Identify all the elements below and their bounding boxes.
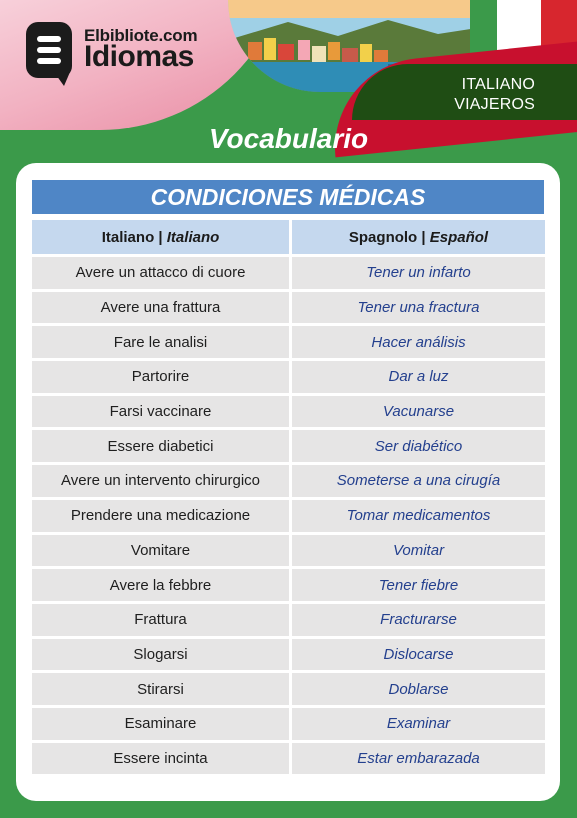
spanish-term: Dar a luz — [292, 361, 545, 393]
spanish-term: Vomitar — [292, 535, 545, 567]
italian-term: Vomitare — [32, 535, 292, 567]
table-row — [32, 569, 545, 601]
italian-term: Avere la febbre — [32, 569, 292, 601]
spanish-term: Tomar medicamentos — [292, 500, 545, 532]
italian-term: Fare le analisi — [32, 326, 292, 358]
column-header-italian: Italiano | Italiano — [32, 220, 292, 254]
brand-site: Elbibliote.com — [84, 26, 198, 45]
italian-term: Partorire — [32, 361, 292, 393]
italian-term: Avere un intervento chirurgico — [32, 465, 292, 497]
spanish-term: Dislocarse — [292, 639, 545, 671]
logo-icon — [26, 22, 72, 78]
brand-name: Idiomas — [84, 40, 194, 73]
spanish-term: Tener una fractura — [292, 292, 545, 324]
table-row — [32, 292, 545, 324]
spanish-term: Tener fiebre — [292, 569, 545, 601]
table-row — [32, 639, 545, 671]
table-row — [32, 673, 545, 705]
italian-term: Essere diabetici — [32, 430, 292, 462]
italian-term: Essere incinta — [32, 743, 292, 775]
italian-term: Farsi vaccinare — [32, 396, 292, 428]
italian-term: Slogarsi — [32, 639, 292, 671]
table-row — [32, 326, 545, 358]
spanish-term: Tener un infarto — [292, 257, 545, 289]
table-row — [32, 500, 545, 532]
italian-term: Esaminare — [32, 708, 292, 740]
italian-term: Stirarsi — [32, 673, 292, 705]
italian-term: Avere una frattura — [32, 292, 292, 324]
column-header-spanish: Spagnolo | Español — [292, 220, 545, 254]
spanish-term: Estar embarazada — [292, 743, 545, 775]
table-row — [32, 430, 545, 462]
table-row — [32, 396, 545, 428]
spanish-term: Vacunarse — [292, 396, 545, 428]
section-title: CONDICIONES MÉDICAS — [32, 180, 544, 214]
table-header-row — [32, 220, 545, 254]
badge-language: ITALIANO — [461, 76, 535, 93]
table-row — [32, 708, 545, 740]
table-row — [32, 535, 545, 567]
spanish-term: Fracturarse — [292, 604, 545, 636]
italian-term: Frattura — [32, 604, 292, 636]
header-banner — [0, 0, 577, 130]
table-row — [32, 465, 545, 497]
spanish-term: Ser diabético — [292, 430, 545, 462]
spanish-term: Someterse a una cirugía — [292, 465, 545, 497]
table-row — [32, 361, 545, 393]
italian-term: Prendere una medicazione — [32, 500, 292, 532]
badge-audience: VIAJEROS — [454, 96, 535, 113]
italian-term: Avere un attacco di cuore — [32, 257, 292, 289]
table-row — [32, 604, 545, 636]
vocabulary-table — [32, 217, 545, 777]
spanish-term: Hacer análisis — [292, 326, 545, 358]
table-row — [32, 257, 545, 289]
spanish-term: Doblarse — [292, 673, 545, 705]
table-row — [32, 743, 545, 775]
page-title: Vocabulario — [208, 123, 369, 154]
spanish-term: Examinar — [292, 708, 545, 740]
